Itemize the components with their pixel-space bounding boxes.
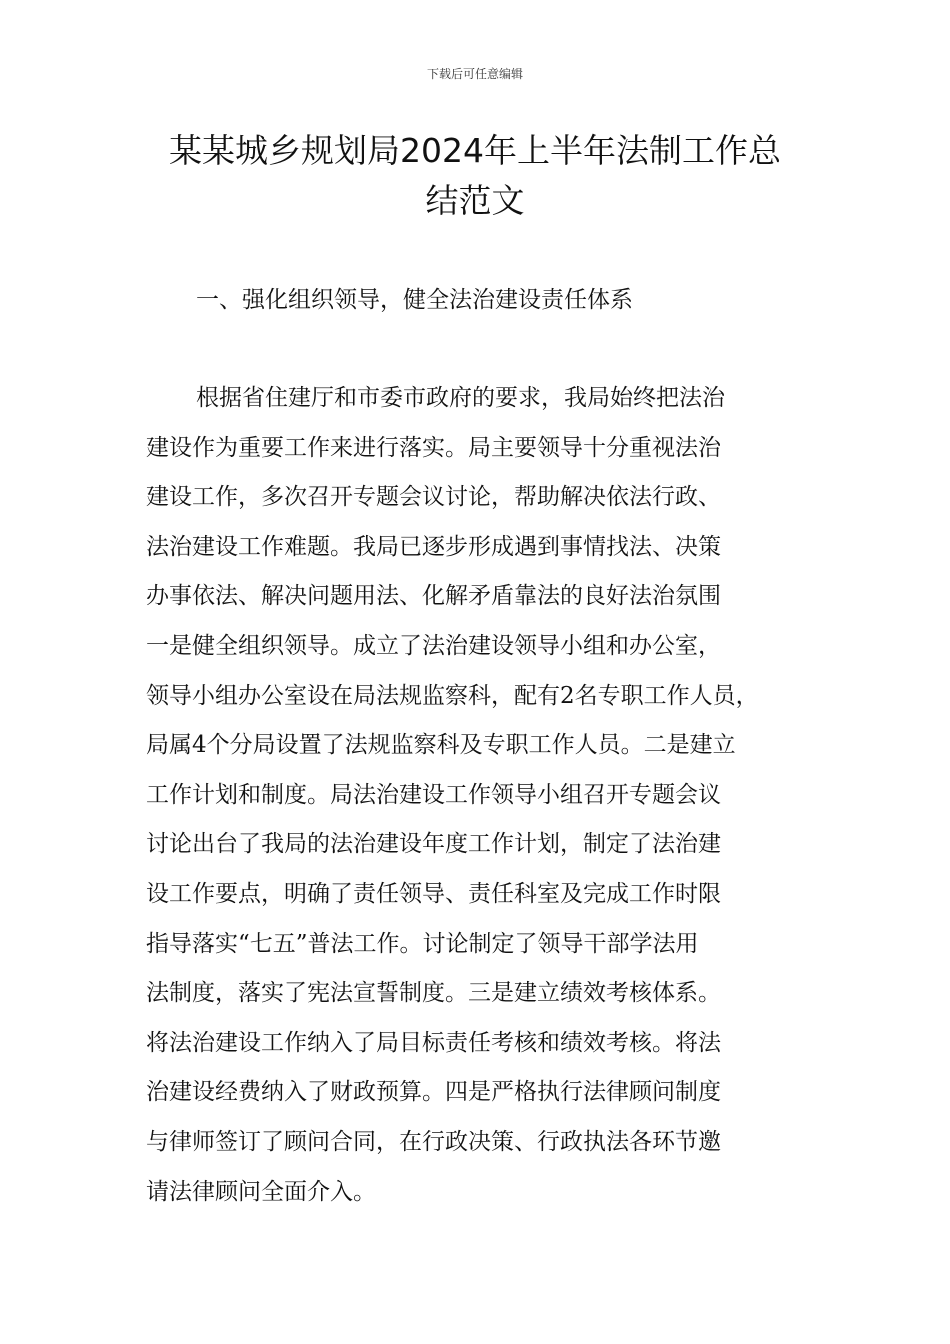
paragraph-line: 局属4个分局设置了法规监察科及专职工作人员。二是建立: [146, 732, 736, 759]
paragraph-line: 法治建设工作难题。我局已逐步形成遇到事情找法、决策: [146, 533, 721, 560]
paragraph-line: 请法律顾问全面介入。: [146, 1178, 376, 1205]
paragraph-line: 根据省住建厅和市委市政府的要求，我局始终把法治: [196, 385, 725, 411]
section-heading: 一、强化组织领导，健全法治建设责任体系: [196, 287, 633, 313]
paragraph-line: 讨论出台了我局的法治建设年度工作计划，制定了法治建: [146, 831, 721, 858]
title-line-1: 某某城乡规划局2024年上半年法制工作总: [169, 131, 781, 170]
header-note: 下载后可任意编辑: [426, 67, 523, 81]
paragraph-line: 法制度，落实了宪法宣誓制度。三是建立绩效考核体系。: [146, 980, 721, 1007]
paragraph-line: 工作计划和制度。局法治建设工作领导小组召开专题会议: [146, 781, 721, 808]
body-paragraph: [146, 378, 836, 1221]
paragraph-line: 治建设经费纳入了财政预算。四是严格执行法律顾问制度: [146, 1079, 721, 1106]
paragraph-line: 建设作为重要工作来进行落实。局主要领导十分重视法治: [146, 434, 721, 461]
paragraph-line: 建设工作，多次召开专题会议讨论，帮助解决依法行政、: [146, 484, 721, 511]
paragraph-line: 办事依法、解决问题用法、化解矛盾靠法的良好法治氛围: [146, 583, 721, 610]
paragraph-line: 与律师签订了顾问合同，在行政决策、行政执法各环节邀: [146, 1128, 721, 1155]
paragraph-line: 将法治建设工作纳入了局目标责任考核和绩效考核。将法: [146, 1029, 721, 1056]
paragraph-line: 一是健全组织领导。成立了法治建设领导小组和办公室，: [146, 632, 721, 659]
paragraph-line: 设工作要点，明确了责任领导、责任科室及完成工作时限: [146, 880, 721, 907]
paragraph-line: 指导落实“七五”普法工作。讨论制定了领导干部学法用: [146, 930, 699, 957]
page-title: [110, 126, 840, 226]
title-line-2: 结范文: [425, 181, 525, 220]
paragraph-line: 领导小组办公室设在局法规监察科，配有2名专职工作人员，: [146, 682, 759, 709]
